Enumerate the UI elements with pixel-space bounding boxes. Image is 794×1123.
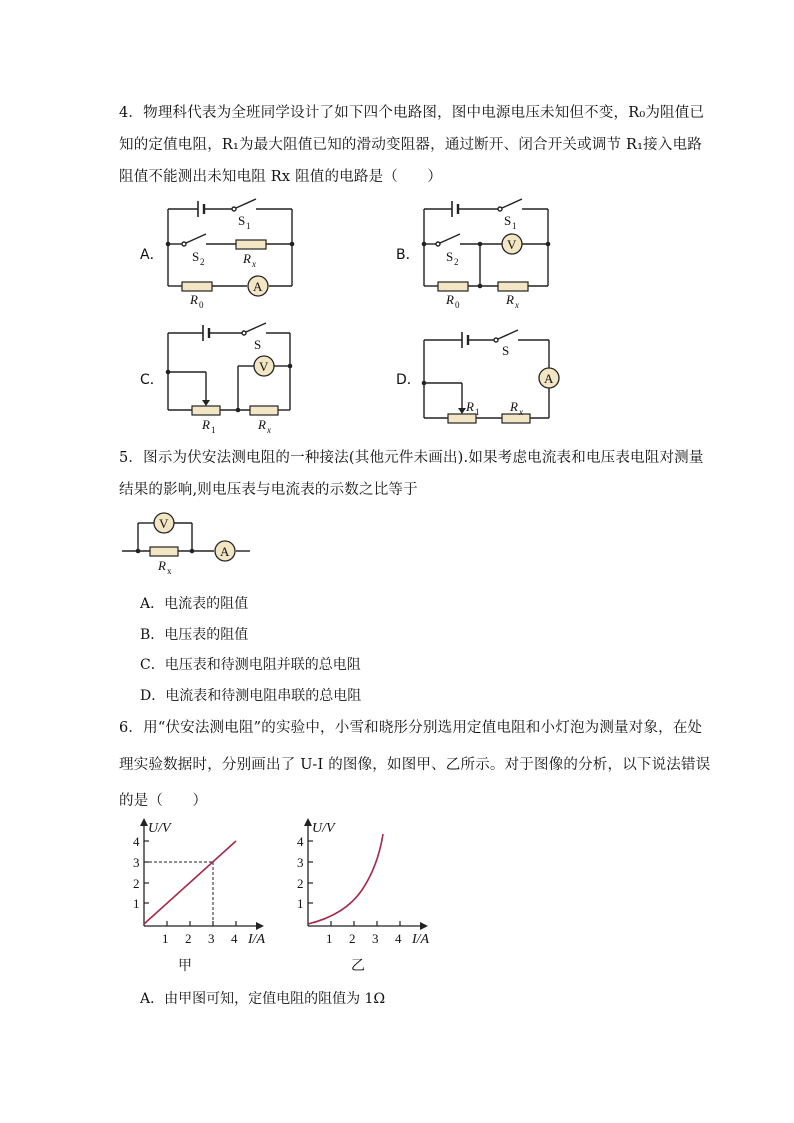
svg-text:4: 4 [133, 834, 140, 849]
svg-text:R: R [466, 399, 474, 414]
graph-jia-xlabel: I/A [248, 932, 266, 947]
q5-choice-b[interactable]: B．电压表的阻值 [140, 627, 249, 643]
svg-text:1: 1 [246, 221, 251, 231]
svg-text:S: S [504, 213, 512, 228]
q5-line-1: 5．图示为伏安法测电阻的一种接法(其他元件未画出).如果考虑电流表和电压表电阻对测量 [119, 450, 704, 466]
q5-line-2: 结果的影响,则电压表与电流表的示数之比等于 [119, 482, 418, 498]
svg-text:x: x [252, 259, 256, 269]
svg-text:3: 3 [133, 855, 140, 870]
svg-text:3: 3 [208, 931, 215, 946]
svg-text:1: 1 [297, 896, 304, 911]
graph-yi-xlabel: I/A [412, 932, 430, 947]
q5-choice-c[interactable]: C．电压表和待测电阻并联的总电阻 [140, 657, 361, 673]
svg-text:1: 1 [475, 407, 480, 417]
svg-text:2: 2 [454, 257, 459, 267]
ammeter-a-label: A [253, 279, 263, 294]
svg-text:2: 2 [349, 931, 356, 946]
q6-line-3: 的是（ ） [119, 793, 208, 809]
svg-text:R: R [258, 417, 266, 432]
svg-text:2: 2 [200, 257, 205, 267]
svg-text:x: x [267, 425, 271, 435]
svg-text:1: 1 [162, 931, 169, 946]
svg-text:1: 1 [326, 931, 333, 946]
svg-text:V: V [159, 516, 169, 531]
graph-yi-caption: 乙 [351, 959, 365, 974]
graph-jia-ylabel: U/V [148, 821, 171, 836]
q4-option-c-label[interactable]: C． [140, 372, 164, 388]
voltmeter-c-label: V [259, 359, 269, 374]
q4-option-b-label[interactable]: B． [396, 247, 420, 263]
graph-yi-ylabel: U/V [312, 821, 335, 836]
svg-text:x: x [519, 407, 523, 417]
svg-text:R: R [158, 558, 166, 573]
svg-text:4: 4 [395, 931, 402, 946]
svg-text:1: 1 [211, 425, 216, 435]
svg-text:A: A [220, 544, 230, 559]
svg-text:0: 0 [199, 300, 204, 310]
ammeter-d-label: A [544, 371, 554, 386]
svg-text:R: R [510, 399, 518, 414]
svg-text:S: S [446, 249, 454, 264]
svg-text:S: S [502, 343, 510, 358]
svg-text:2: 2 [297, 876, 304, 891]
q4-line-2: 知的定值电阻，R₁为最大阻值已知的滑动变阻器，通过断开、闭合开关或调节 R₁接入电路 [119, 137, 702, 153]
q6-line-2: 理实验数据时，分别画出了 U-I 的图像，如图甲、乙所示。对于图像的分析，以下说法错误 [119, 757, 711, 773]
svg-text:S: S [254, 337, 262, 352]
svg-text:S: S [238, 213, 246, 228]
svg-text:3: 3 [372, 931, 379, 946]
q4-option-d-label[interactable]: D． [396, 372, 421, 388]
q6-line-1: 6．用“伏安法测电阻”的实验中，小雪和晓彤分别选用定值电阻和小灯泡为测量对象，在处 [119, 720, 703, 736]
svg-text:R: R [243, 251, 251, 266]
svg-text:4: 4 [231, 931, 238, 946]
svg-text:1: 1 [512, 221, 517, 231]
q5-choice-a[interactable]: A．电流表的阻值 [140, 596, 249, 612]
svg-text:R: R [202, 417, 210, 432]
svg-text:1: 1 [133, 896, 140, 911]
q4-line-1: 4．物理科代表为全班同学设计了如下四个电路图，图中电源电压未知但不变，R₀为阻值已 [119, 105, 705, 121]
svg-text:R: R [506, 292, 514, 307]
svg-text:R: R [190, 292, 198, 307]
graph-jia-caption: 甲 [178, 959, 192, 974]
svg-text:0: 0 [455, 300, 460, 310]
svg-text:2: 2 [133, 876, 140, 891]
svg-text:3: 3 [297, 855, 304, 870]
svg-text:x: x [167, 566, 172, 576]
q6-choice-a[interactable]: A．由甲图可知，定值电阻的阻值为 1Ω [140, 991, 386, 1007]
q4-line-3: 阻值不能测出未知电阻 Rx 阻值的电路是（ ） [119, 169, 443, 185]
svg-text:4: 4 [297, 834, 304, 849]
voltmeter-b-label: V [507, 237, 517, 252]
q5-choice-d[interactable]: D．电流表和待测电阻串联的总电阻 [140, 688, 362, 704]
svg-text:x: x [515, 300, 519, 310]
q4-option-a-label[interactable]: A． [140, 247, 164, 263]
svg-text:2: 2 [185, 931, 192, 946]
svg-text:S: S [192, 249, 200, 264]
svg-text:R: R [446, 292, 454, 307]
